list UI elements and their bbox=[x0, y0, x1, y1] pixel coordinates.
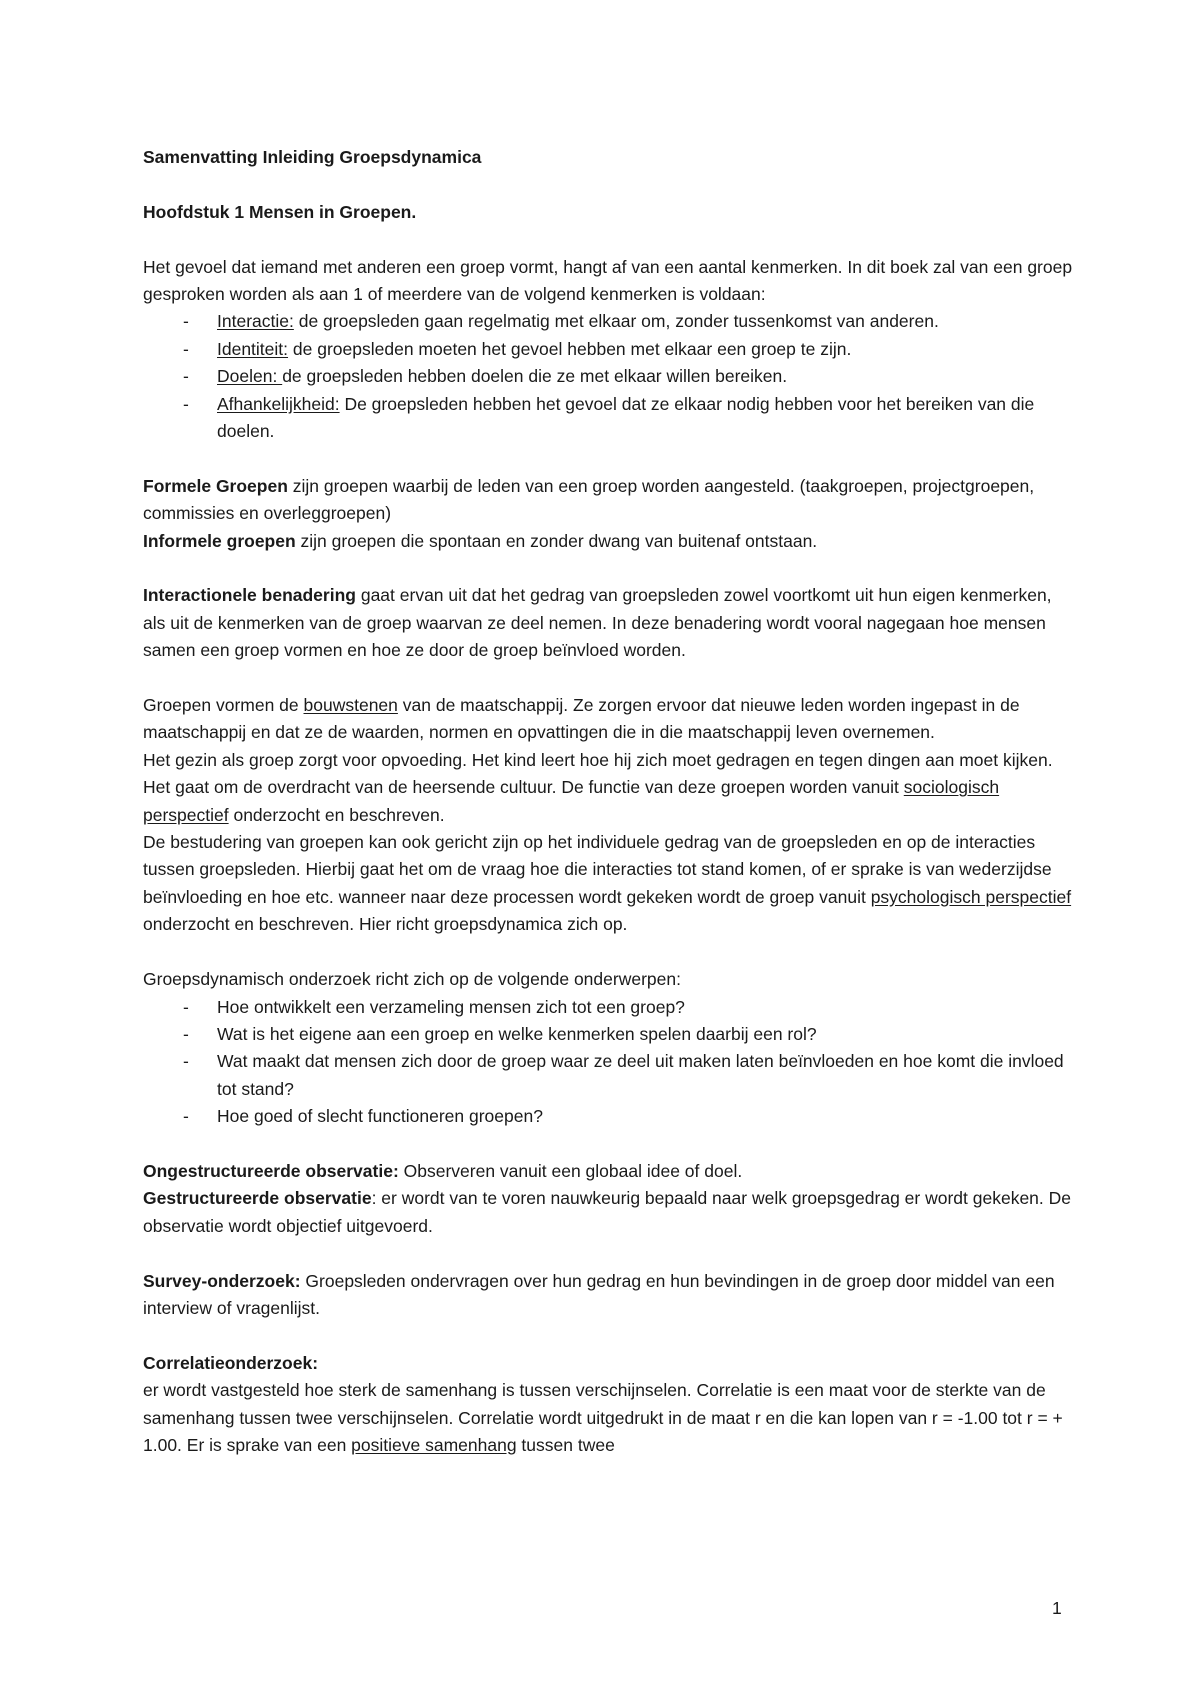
chapter-heading: Hoofdstuk 1 Mensen in Groepen. bbox=[143, 201, 417, 222]
list-item: - Hoe goed of slecht functioneren groepen? bbox=[143, 1103, 1078, 1130]
dash-bullet: - bbox=[183, 1051, 189, 1072]
list-item: - Wat is het eigene aan een groep en welke kenmerken spelen daarbij een rol? bbox=[143, 1021, 1078, 1048]
characteristic-term: Interactie: bbox=[217, 311, 294, 332]
list-item: - Doelen: de groepsleden hebben doelen die ze met elkaar willen bereiken. bbox=[143, 363, 1078, 390]
list-item: - Identiteit: de groepsleden moeten het gevoel hebben met elkaar een groep te zijn. bbox=[143, 336, 1078, 363]
dash-bullet: - bbox=[183, 1106, 189, 1127]
correlation-heading: Correlatieonderzoek: bbox=[143, 1352, 319, 1373]
survey-paragraph: Survey-onderzoek: Groepsleden ondervragen over hun gedrag en hun bevindingen in de groep door middel van een interview of vragenlijst. bbox=[143, 1270, 1055, 1318]
dash-bullet: - bbox=[183, 366, 189, 387]
building-blocks-paragraph: Groepen vormen de bouwstenen van de maatschappij. Ze zorgen ervoor dat nieuwe leden worden ingepast in de maatschappij en dat ze de waarden, normen en opvattingen die in die maatschappij leven overnemen. bbox=[143, 695, 1020, 743]
document-title: Samenvatting Inleiding Groepsdynamica bbox=[143, 147, 482, 167]
correlation-paragraph: er wordt vastgesteld hoe sterk de samenhang is tussen verschijnselen. Correlatie is een maat voor de sterkte van de samenhang tussen twee verschijnselen. Correlatie wordt uitgedrukt in de maat r en die kan lopen van r = -1.00 tot r = + 1.00. Er is sprake van een positieve samenhang tussen twee bbox=[143, 1380, 1063, 1455]
page-number: 1 bbox=[1052, 1598, 1062, 1618]
characteristic-term: Identiteit: bbox=[217, 338, 289, 359]
informal-groups-paragraph: Informele groepen zijn groepen die spontaan en zonder dwang van buitenaf ontstaan. bbox=[143, 530, 818, 551]
study-paragraph: De bestudering van groepen kan ook gericht zijn op het individuele gedrag van de groepsleden en op de interacties tussen groepsleden. Hierbij gaat het om de vraag hoe die interacties tot stand komen, of er sprake is van wederzijdse beïnvloeding en hoe etc. wanneer naar deze processen wordt gekeken wordt de groep vanuit psychologisch perspectief onderzocht en beschreven. Hier richt groepsdynamica zich op. bbox=[143, 832, 1072, 935]
family-paragraph: Het gezin als groep zorgt voor opvoeding. Het kind leert hoe hij zich moet gedragen en tegen dingen aan moet kijken. Het gaat om de overdracht van de heersende cultuur. De functie van deze groepen worden vanuit sociologisch perspectief onderzocht en beschreven. bbox=[143, 749, 1053, 825]
dash-bullet: - bbox=[183, 311, 189, 332]
list-item: - Interactie: de groepsleden gaan regelmatig met elkaar om, zonder tussenkomst van anderen. bbox=[143, 308, 1078, 335]
list-item: - Hoe ontwikkelt een verzameling mensen zich tot een groep? bbox=[143, 994, 1078, 1021]
characteristics-list bbox=[143, 308, 1078, 445]
structured-observation-paragraph: Gestructureerde observatie: er wordt van te voren nauwkeurig bepaald naar welk groepsgedrag er wordt gekeken. De observatie wordt objectief uitgevoerd. bbox=[143, 1188, 1072, 1236]
intro-paragraph: Het gevoel dat iemand met anderen een groep vormt, hangt af van een aantal kenmerken. In dit boek zal van een groep gesproken worden als aan 1 of meerdere van de volgend kenmerken is voldaan: bbox=[143, 256, 1073, 304]
characteristic-term: Afhankelijkheid: bbox=[217, 393, 340, 414]
list-item: - Wat maakt dat mensen zich door de groep waar ze deel uit maken laten beïnvloeden en hoe komt die invloed tot stand? bbox=[143, 1048, 1078, 1103]
dash-bullet: - bbox=[183, 338, 189, 359]
interactional-paragraph: Interactionele benadering gaat ervan uit dat het gedrag van groepsleden zowel voortkomt uit hun eigen kenmerken, als uit de kenmerken van de groep waarvan ze deel nemen. In deze benadering wordt vooral nagegaan hoe mensen samen een groep vormen en hoe ze door de groep beïnvloed worden. bbox=[143, 585, 1052, 661]
dash-bullet: - bbox=[183, 1023, 189, 1044]
list-item: - Afhankelijkheid: De groepsleden hebben het gevoel dat ze elkaar nodig hebben voor het bereiken van die doelen. bbox=[143, 391, 1078, 446]
characteristic-term: Doelen: bbox=[217, 366, 283, 387]
research-topics-list bbox=[143, 994, 1078, 1131]
document-body bbox=[143, 144, 1078, 1459]
dash-bullet: - bbox=[183, 393, 189, 414]
formal-groups-paragraph: Formele Groepen zijn groepen waarbij de leden van een groep worden aangesteld. (taakgroepen, projectgroepen, commissies en overleggroepen) bbox=[143, 475, 1035, 524]
research-intro: Groepsdynamisch onderzoek richt zich op de volgende onderwerpen: bbox=[143, 969, 681, 990]
unstructured-observation-paragraph: Ongestructureerde observatie: Observeren vanuit een globaal idee of doel. bbox=[143, 1160, 743, 1181]
dash-bullet: - bbox=[183, 996, 189, 1017]
